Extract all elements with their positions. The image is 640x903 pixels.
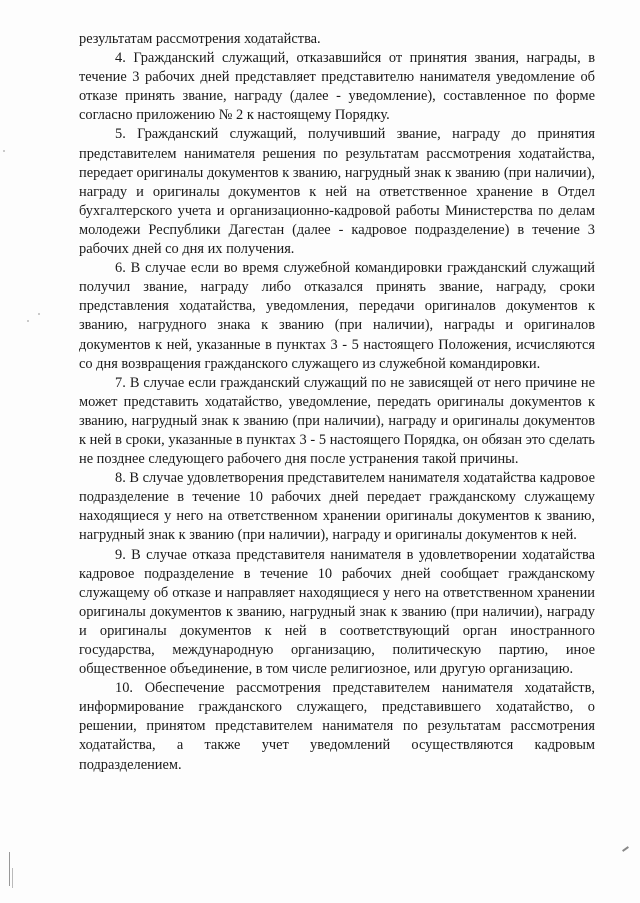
paragraph-item-4: 4. Гражданский служащий, отказавшийся от принятия звания, награды, в течение 3 рабочих дней представляет представителю нанимателя уведомление об отказе принять звание, награду (далее - уведомление), составленное по форме согласно приложению № 2 к настоящему Порядку. [79,50,595,124]
scan-speck [38,313,40,315]
paragraph-item-8: 8. В случае удовлетворения представителем нанимателя ходатайства кадровое подразделение в течение 10 рабочих дней передает гражданскому служащему находящиеся у него на ответственном хранении оригиналы документов к званию, нагрудный знак к званию (при наличии), награду и оригиналы документов к ней. [79,470,595,544]
paragraph-item-9: 9. В случае отказа представителя нанимателя в удовлетворении ходатайства кадровое подразделение в течение 10 рабочих дней сообщает гражданскому служащему об отказе и направляет находящиеся у него на ответственном хранении оригиналы документов к званию, нагрудный знак к званию (при наличии), награду и оригиналы документов к ней в соответствующий орган иностранного государства, международную организацию, политическую партию, иное общественное объединение, в том числе религиозное, или другую организацию. [79,546,595,678]
scan-speck [27,320,29,322]
paragraph-item-10: 10. Обеспечение рассмотрения представителем нанимателя ходатайств, информирование гражданского служащего, представившего ходатайство, о решении, принятом представителем нанимателя по результатам рассмотрения ходатайства, а также учет уведомлений осуществляются кадровым подразделением. [79,680,595,773]
scan-margin-mark [12,868,13,888]
scan-margin-mark [9,852,10,886]
paragraph-item-6: 6. В случае если во время служебной командировки гражданский служащий получил звание, награду либо отказался принять звание, награду, сроки представления ходатайства, уведомления, передачи оригиналов документов к званию, нагрудного знака к званию (при наличии), награды и оригиналов документов к ней, указанные в пунктах 3 - 5 настоящего Положения, исчисляются со дня возвращения гражданского служащего из служебной командировки. [79,260,595,372]
scan-speck [3,150,5,152]
paragraph-item-7: 7. В случае если гражданский служащий по не зависящей от него причине не может представить ходатайство, уведомление, передать оригиналы документов к званию, нагрудный знак к званию (при наличии), награду и оригиналы документов к ней в сроки, указанные в пунктах 3 - 5 настоящего Порядка, он обязан это сделать не позднее следующего рабочего дня после устранения такой причины. [79,374,595,468]
scan-margin-mark [622,846,629,852]
paragraph-continuation: результатам рассмотрения ходатайства. [79,31,321,47]
document-body [79,30,595,775]
paragraph-item-5: 5. Гражданский служащий, получивший звание, награду до принятия представителем нанимателя решения по результатам рассмотрения ходатайства, передает оригиналы документов к званию, нагрудный знак к званию (при наличии), награду и оригиналы документов к ней на ответственное хранение в Отдел бухгалтерского учета и организационно-кадровой работы Министерства по делам молодежи Республики Дагестан (далее - кадровое подразделение) в течение 3 рабочих дней со дня их получения. [79,126,595,258]
